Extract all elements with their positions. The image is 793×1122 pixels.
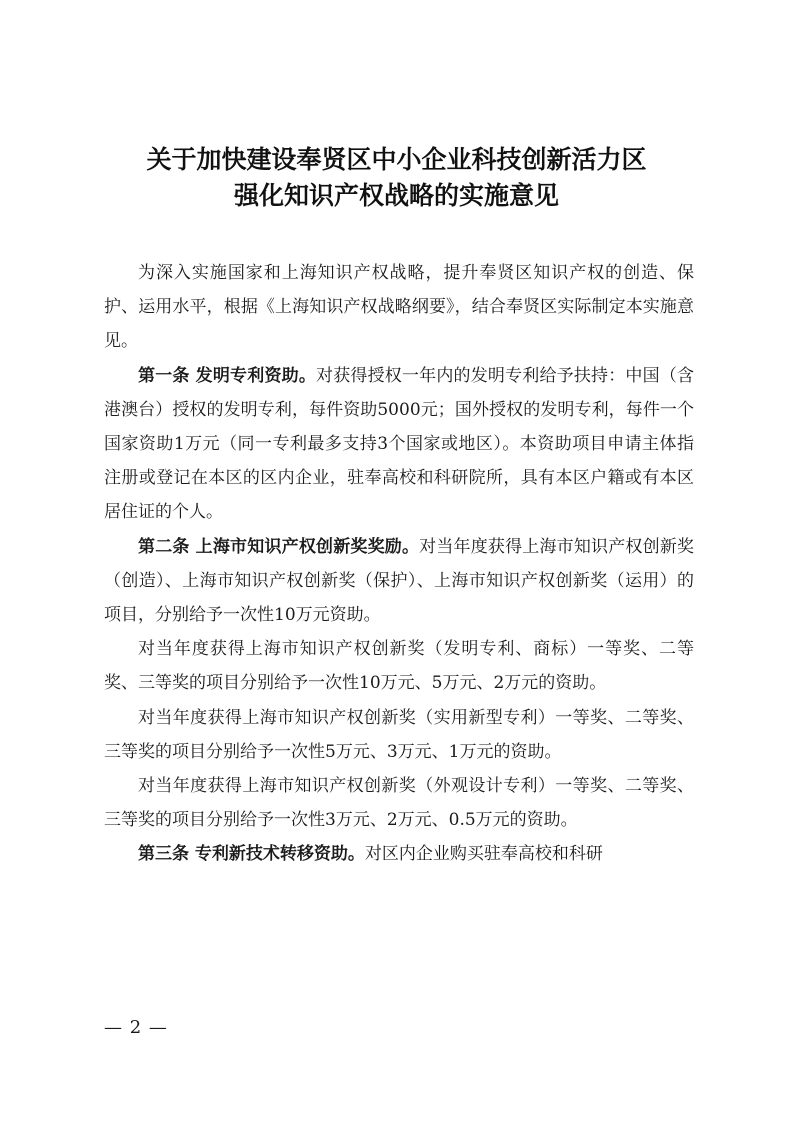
document-title-line-2: 强化知识产权战略的实施意见 bbox=[233, 181, 559, 210]
article-3-text: 对区内企业购买驻奉高校和科研 bbox=[364, 844, 603, 865]
article-2-paragraph-2: 对当年度获得上海市知识产权创新奖（发明专利、商标）一等奖、二等奖、三等奖的项目分别给予一次性10万元、5万元、2万元的资助。 bbox=[104, 639, 694, 694]
intro-paragraph: 为深入实施国家和上海知识产权战略，提升奉贤区知识产权的创造、保护、运用水平，根据《上海知识产权战略纲要》，结合奉贤区实际制定本实施意见。 bbox=[104, 263, 694, 352]
article-2-paragraph-3: 对当年度获得上海市知识产权创新奖（实用新型专利）一等奖、二等奖、三等奖的项目分别给予一次性5万元、3万元、1万元的资助。 bbox=[104, 707, 694, 762]
page-number: — 2 — bbox=[104, 1017, 168, 1038]
article-3-heading: 第三条 专利新技术转移资助。 bbox=[138, 844, 365, 865]
article-1-paragraph bbox=[104, 359, 694, 530]
article-2-heading: 第二条 上海市知识产权创新奖奖励。 bbox=[138, 536, 420, 557]
article-2-paragraph bbox=[104, 530, 694, 633]
document-title-line-1: 关于加快建设奉贤区中小企业科技创新活力区 bbox=[146, 145, 647, 174]
document-body bbox=[104, 256, 694, 872]
article-1-text: 对获得授权一年内的发明专利给予扶持：中国（含港澳台）授权的发明专利，每件资助5000元；国外授权的发明专利，每件一个国家资助1万元（同一专利最多支持3个国家或地区）。本资助项目申请主体指注册或登记在本区的区内企业，驻奉高校和科研院所，具有本区户籍或有本区居住证的个人。 bbox=[104, 365, 695, 523]
article-3-paragraph bbox=[104, 837, 694, 871]
article-1-heading: 第一条 发明专利资助。 bbox=[138, 365, 317, 386]
article-2-text: 对当年度获得上海市知识产权创新奖（创造）、上海市知识产权创新奖（保护）、上海市知识产权创新奖（运用）的项目，分别给予一次性10万元资助。 bbox=[104, 536, 695, 626]
article-2-paragraph-4: 对当年度获得上海市知识产权创新奖（外观设计专利）一等奖、二等奖、三等奖的项目分别给予一次性3万元、2万元、0.5万元的资助。 bbox=[104, 776, 694, 831]
